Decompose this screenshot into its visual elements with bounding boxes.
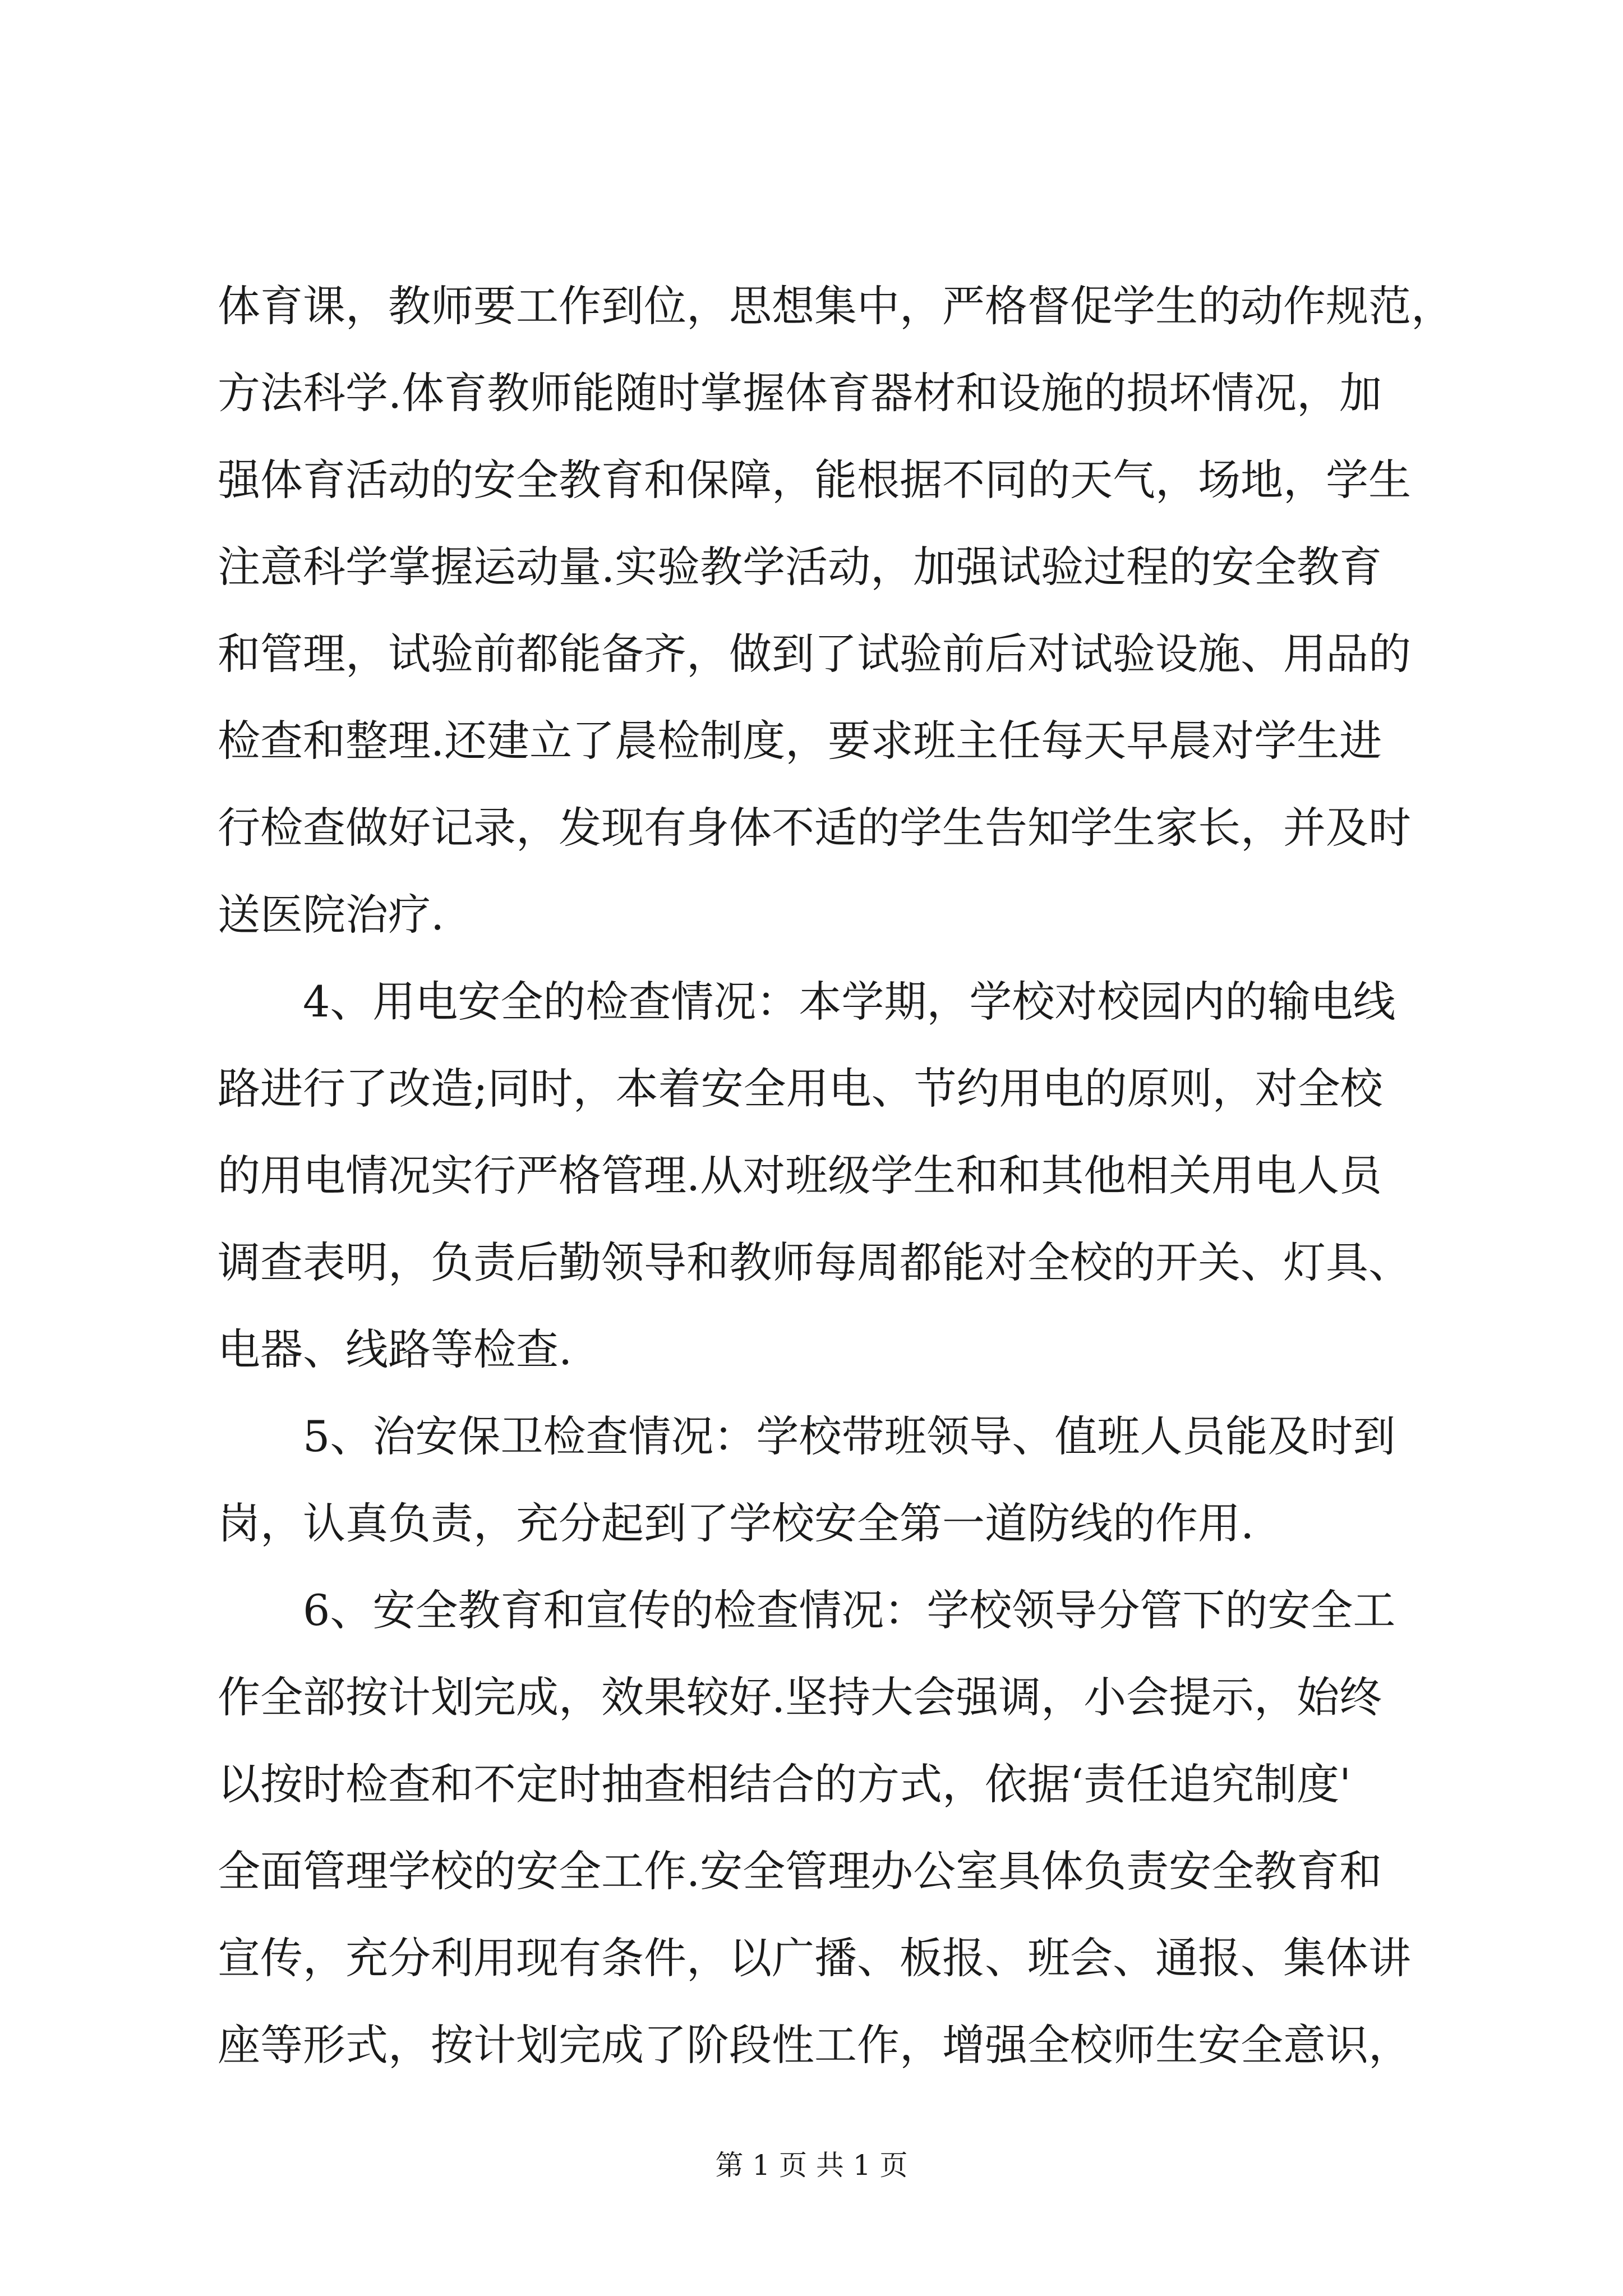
- text-line: 方法科学.体育教师能随时掌握体育器材和设施的损坏情况，加: [218, 368, 1382, 418]
- text-line: 调查表明，负责后勤领导和教师每周都能对全校的开关、灯具、: [218, 1237, 1411, 1287]
- text-line: 注意科学掌握运动量.实验教学活动，加强试验过程的安全教育: [218, 542, 1382, 592]
- text-line: 作全部按计划完成，效果较好.坚持大会强调，小会提示，始终: [218, 1672, 1382, 1722]
- text-line: 全面管理学校的安全工作.安全管理办公室具体负责安全教育和: [218, 1846, 1382, 1896]
- text-line: 强体育活动的安全教育和保障，能根据不同的天气，场地，学生: [218, 455, 1411, 505]
- text-line: 座等形式，按计划完成了阶段性工作，增强全校师生安全意识，: [218, 2020, 1411, 2070]
- paragraph-start-line: 5、治安保卫检查情况：学校带班领导、值班人员能及时到: [303, 1411, 1396, 1461]
- text-line: 路进行了改造;同时，本着安全用电、节约用电的原则，对全校: [218, 1064, 1383, 1114]
- page-footer: 第 1 页 共 1 页: [715, 2149, 908, 2182]
- text-line: 宣传，充分利用现有条件，以广播、板报、班会、通报、集体讲: [218, 1933, 1411, 1983]
- text-line: 的用电情况实行严格管理.从对班级学生和和其他相关用电人员: [218, 1151, 1382, 1200]
- text-line: 行检查做好记录，发现有身体不适的学生告知学生家长，并及时: [218, 803, 1411, 853]
- paragraph-start-line: 6、安全教育和宣传的检查情况：学校领导分管下的安全工: [303, 1585, 1396, 1635]
- text-line: 以按时检查和不定时抽查相结合的方式，依据‘责任追究制度': [218, 1759, 1352, 1809]
- text-line: 体育课，教师要工作到位，思想集中，严格督促学生的动作规范，: [218, 281, 1454, 331]
- paragraph-start-line: 4、用电安全的检查情况：本学期，学校对校园内的输电线: [303, 977, 1396, 1027]
- text-line: 检查和整理.还建立了晨检制度，要求班主任每天早晨对学生进: [218, 716, 1382, 766]
- text-line: 电器、线路等检查.: [218, 1324, 573, 1374]
- text-line: 送医院治疗.: [218, 890, 445, 940]
- body-text: [218, 263, 1454, 2088]
- text-line: 岗，认真负责，充分起到了学校安全第一道防线的作用.: [218, 1498, 1255, 1548]
- text-line: 和管理，试验前都能备齐，做到了试验前后对试验设施、用品的: [218, 629, 1411, 679]
